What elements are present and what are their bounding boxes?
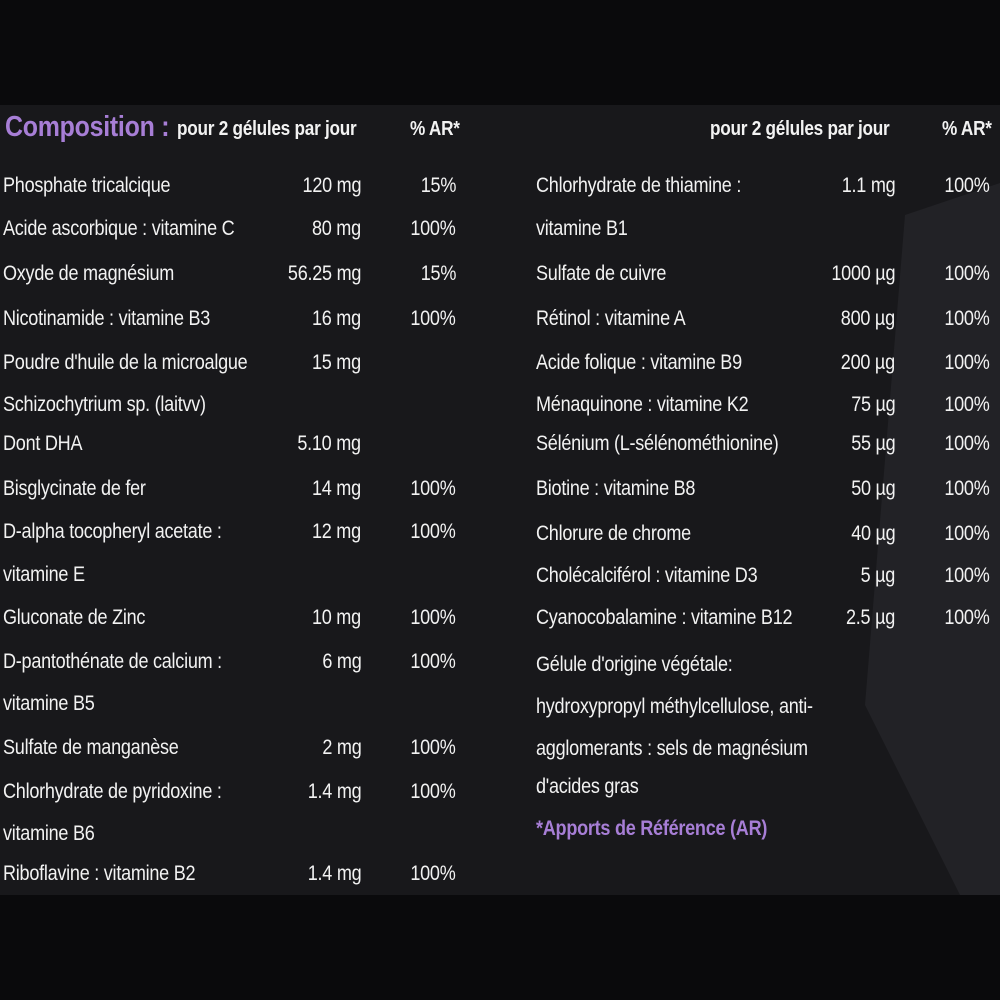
ingredient-ar-percent: 100% [944, 174, 990, 197]
ingredient-ar-percent: 100% [410, 862, 456, 885]
ingredient-ar-percent: 100% [410, 217, 456, 240]
left-dose-heading: pour 2 gélules par jour [177, 118, 357, 140]
ingredient-ar-percent: 100% [410, 520, 456, 543]
ingredient-name: Phosphate tricalcique [3, 174, 171, 197]
composition-title: Composition : [5, 111, 170, 143]
ingredient-dose: 50 µg [850, 477, 895, 500]
ingredient-ar-percent: 100% [410, 736, 456, 759]
ingredient-dose: 15 mg [312, 351, 361, 374]
ingredient-name: Ménaquinone : vitamine K2 [536, 393, 749, 416]
ingredient-name: Bisglycinate de fer [3, 477, 146, 500]
composition-panel [0, 105, 1000, 895]
ingredient-ar-percent: 100% [944, 477, 990, 500]
ingredient-dose: 55 µg [850, 432, 895, 455]
capsule-note-line: Gélule d'origine végétale: [536, 653, 733, 676]
ingredient-ar-percent: 100% [944, 606, 990, 629]
ingredient-dose: 80 mg [312, 217, 361, 240]
ingredient-dose: 10 mg [312, 606, 361, 629]
ingredient-name: Sulfate de cuivre [536, 262, 667, 285]
ingredient-ar-percent: 100% [410, 477, 456, 500]
ingredient-ar-percent: 15% [420, 174, 456, 197]
ingredient-ar-percent: 100% [944, 522, 990, 545]
ingredient-name: Cholécalciférol : vitamine D3 [536, 564, 758, 587]
ingredient-dose: 14 mg [312, 477, 361, 500]
ingredient-ar-percent: 100% [944, 262, 990, 285]
ingredient-name: Chlorhydrate de pyridoxine : [3, 780, 222, 803]
ingredient-name: vitamine B5 [3, 692, 95, 715]
right-ar-heading: % AR* [942, 118, 992, 140]
ingredient-dose: 5.10 mg [297, 432, 361, 455]
ingredient-name: Oxyde de magnésium [3, 262, 175, 285]
ingredient-dose: 2 mg [321, 736, 361, 759]
ingredient-name: Dont DHA [3, 432, 83, 455]
ingredient-name: Nicotinamide : vitamine B3 [3, 307, 211, 330]
ingredient-name: Poudre d'huile de la microalgue [3, 351, 248, 374]
ingredient-dose: 56.25 mg [287, 262, 361, 285]
ingredient-dose: 800 µg [840, 307, 895, 330]
ingredient-dose: 40 µg [850, 522, 895, 545]
capsule-note-line: d'acides gras [536, 775, 639, 798]
ingredient-ar-percent: 100% [944, 351, 990, 374]
ingredient-name: Rétinol : vitamine A [536, 307, 686, 330]
capsule-note-line: hydroxypropyl méthylcellulose, anti- [536, 695, 813, 718]
ingredient-ar-percent: 15% [420, 262, 456, 285]
ingredient-name: Schizochytrium sp. (laitvv) [3, 393, 206, 416]
ingredient-ar-percent: 100% [410, 606, 456, 629]
ingredient-name: D-pantothénate de calcium : [3, 650, 222, 673]
ingredient-ar-percent: 100% [944, 393, 990, 416]
ingredient-dose: 75 µg [850, 393, 895, 416]
ingredient-name: vitamine E [3, 563, 85, 586]
ingredient-name: Chlorhydrate de thiamine : [536, 174, 742, 197]
ingredient-ar-percent: 100% [944, 307, 990, 330]
ingredient-dose: 12 mg [312, 520, 361, 543]
left-ar-heading: % AR* [410, 118, 460, 140]
ingredient-name: Sélénium (L-sélénométhionine) [536, 432, 779, 455]
ingredient-ar-percent: 100% [410, 780, 456, 803]
ingredient-dose: 16 mg [312, 307, 361, 330]
ingredient-name: Sulfate de manganèse [3, 736, 179, 759]
ingredient-dose: 1000 µg [831, 262, 895, 285]
ingredient-dose: 6 mg [321, 650, 361, 673]
ingredient-name: Gluconate de Zinc [3, 606, 146, 629]
ingredient-ar-percent: 100% [944, 564, 990, 587]
ingredient-dose: 1.4 mg [307, 780, 361, 803]
ingredient-name: Chlorure de chrome [536, 522, 691, 545]
ingredient-dose: 2.5 µg [845, 606, 895, 629]
ingredient-ar-percent: 100% [410, 307, 456, 330]
ingredient-name: D-alpha tocopheryl acetate : [3, 520, 222, 543]
ingredient-dose: 1.4 mg [307, 862, 361, 885]
ingredient-name: Biotine : vitamine B8 [536, 477, 696, 500]
ingredient-dose: 120 mg [302, 174, 361, 197]
ingredient-name: Acide folique : vitamine B9 [536, 351, 742, 374]
ingredient-name: Riboflavine : vitamine B2 [3, 862, 196, 885]
ingredient-dose: 1.1 mg [841, 174, 895, 197]
ingredient-name: Acide ascorbique : vitamine C [3, 217, 235, 240]
ingredient-ar-percent: 100% [944, 432, 990, 455]
ingredient-ar-percent: 100% [410, 650, 456, 673]
ingredient-dose: 5 µg [860, 564, 895, 587]
capsule-note-line: agglomerants : sels de magnésium [536, 737, 808, 760]
right-dose-heading: pour 2 gélules par jour [710, 118, 890, 140]
ingredient-name: vitamine B6 [3, 822, 95, 845]
ingredient-name: vitamine B1 [536, 217, 628, 240]
reference-footnote: *Apports de Référence (AR) [536, 817, 768, 840]
ingredient-dose: 200 µg [840, 351, 895, 374]
ingredient-name: Cyanocobalamine : vitamine B12 [536, 606, 793, 629]
